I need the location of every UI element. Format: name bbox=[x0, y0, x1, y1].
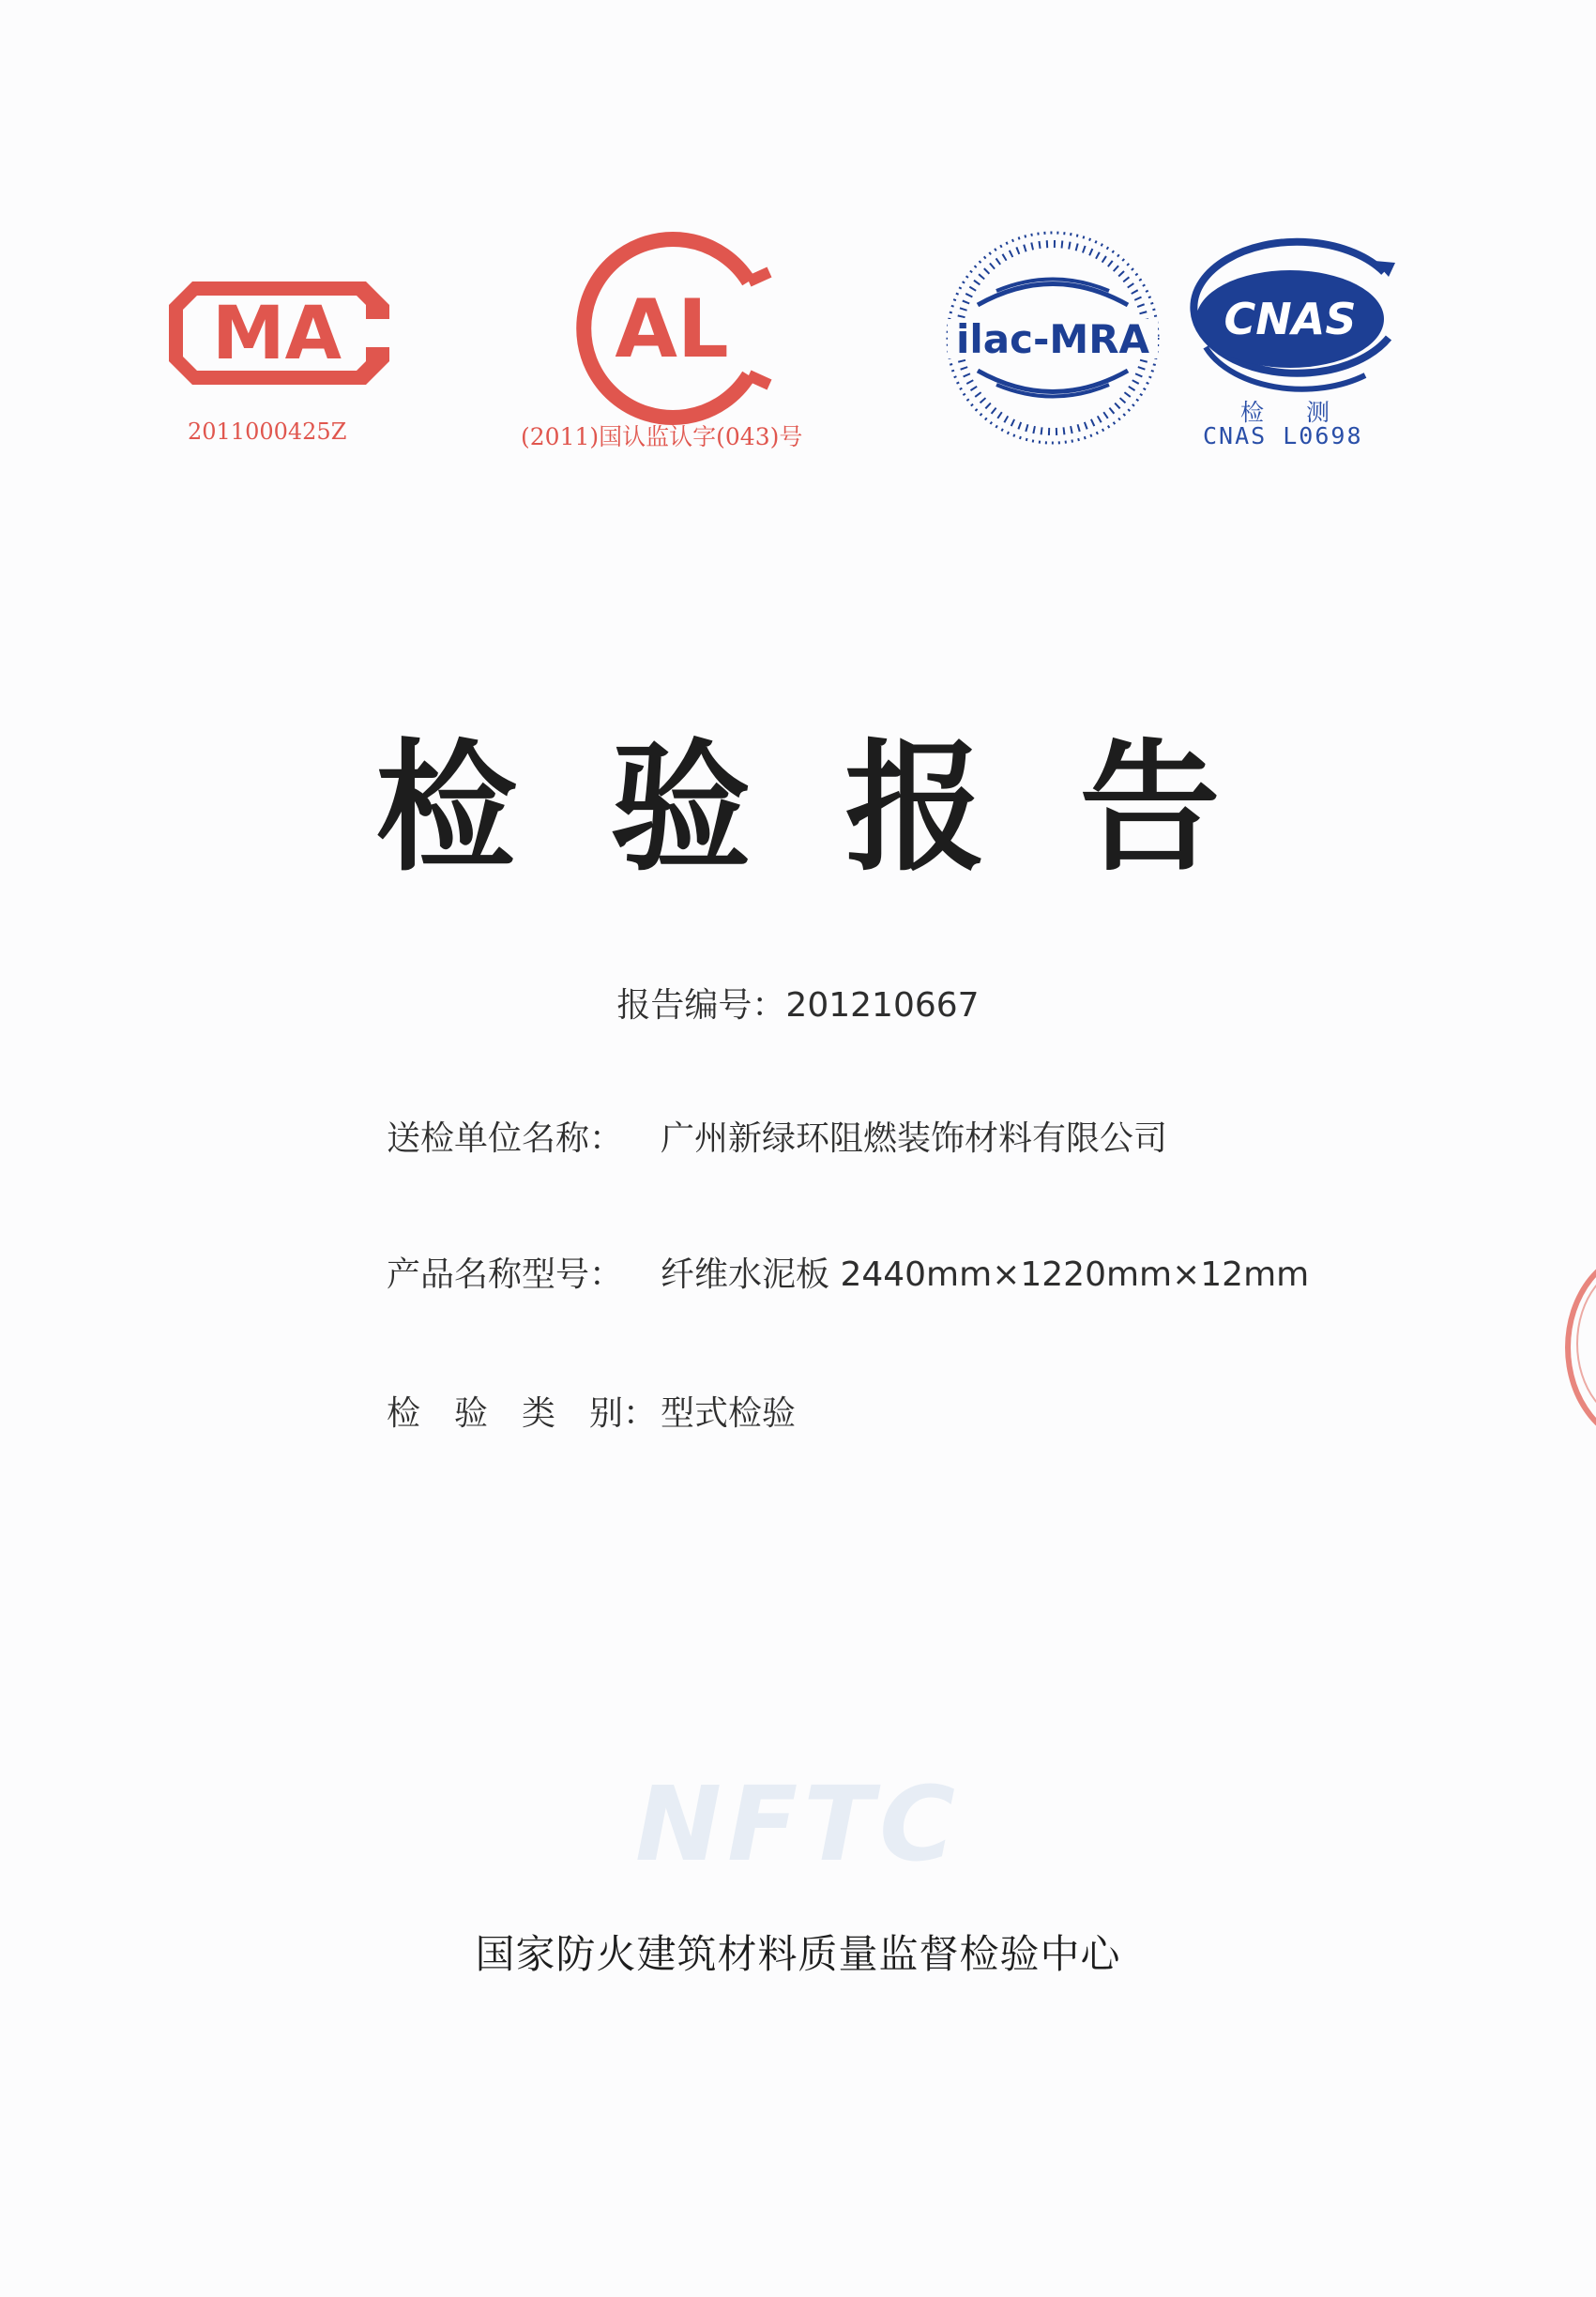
cma-logo bbox=[155, 263, 399, 403]
inspection-type-row bbox=[387, 1387, 797, 1435]
inspection-type-label: 检 验 类 别： bbox=[387, 1394, 658, 1433]
product-label: 产品名称型号： bbox=[387, 1255, 624, 1294]
cal-logo-text: AL bbox=[615, 282, 729, 376]
client-label: 送检单位名称： bbox=[387, 1119, 624, 1158]
cnas-logo-text: CNAS bbox=[1224, 294, 1357, 344]
issuing-organization: 国家防火建筑材料质量监督检验中心 bbox=[475, 1931, 1121, 1977]
client-value: 广州新绿环阻燃装饰材料有限公司 bbox=[661, 1119, 1168, 1158]
product-row bbox=[387, 1248, 1310, 1296]
inspection-type-value: 型式检验 bbox=[661, 1394, 797, 1433]
cma-caption: 2011000425Z bbox=[188, 418, 347, 445]
client-row bbox=[387, 1112, 1168, 1160]
cma-logo-text: MA bbox=[212, 292, 342, 376]
cnas-code: CNAS L0698 bbox=[1203, 422, 1363, 449]
cal-logo bbox=[561, 230, 786, 427]
nftc-watermark: NFTC bbox=[635, 1764, 961, 1884]
ilac-mra-icon bbox=[940, 225, 1165, 450]
cnas-caption-cn: 检 测 bbox=[1240, 399, 1340, 426]
cnas-logo bbox=[1178, 235, 1403, 403]
ilac-logo-text: ilac-MRA bbox=[955, 316, 1150, 362]
product-value: 纤维水泥板 2440mm×1220mm×12mm bbox=[661, 1255, 1310, 1294]
document-title: 检验报告 bbox=[375, 727, 1315, 890]
cal-caption: (2011)国认监认字(043)号 bbox=[521, 423, 803, 450]
report-number: 报告编号：201210667 bbox=[616, 986, 980, 1025]
cal-accreditation-icon bbox=[561, 230, 786, 427]
cnas-icon bbox=[1178, 235, 1403, 403]
cma-certification-icon bbox=[155, 263, 399, 403]
ilac-mra-logo bbox=[940, 225, 1165, 450]
